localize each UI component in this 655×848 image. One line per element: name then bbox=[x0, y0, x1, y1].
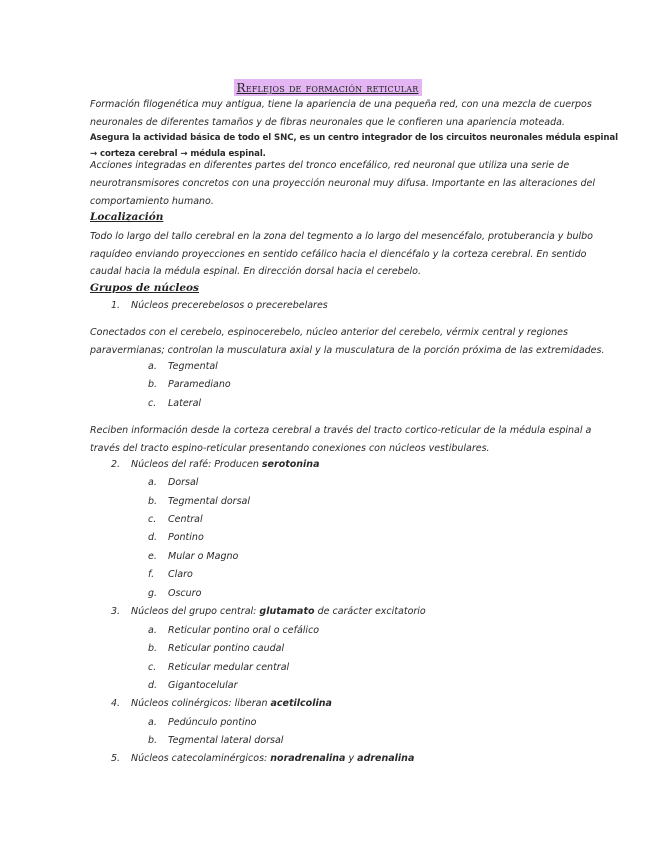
list-item: Tegmental lateral dorsal bbox=[168, 735, 284, 746]
intro-line-5: comportamiento humano. bbox=[90, 196, 214, 207]
list-item: Lateral bbox=[168, 398, 202, 409]
intro-bold-1: Asegura la actividad básica de todo el SNC, es un centro integrador de los circuitos neuronales médula espinal bbox=[90, 133, 618, 143]
list-letter: e. bbox=[148, 551, 157, 562]
group-2-number: 2. bbox=[111, 459, 121, 470]
list-item: Mular o Magno bbox=[168, 551, 239, 562]
group-1-after-1: Reciben información desde la corteza cerebral a través del tracto cortico-reticular de la médula espinal a bbox=[90, 425, 592, 436]
list-item: Tegmental dorsal bbox=[168, 496, 250, 507]
list-letter: d. bbox=[148, 532, 158, 543]
group-1-desc-2: paravermianas; controlan la musculatura axial y la musculatura de la porción próxima de las extremidades. bbox=[90, 345, 605, 356]
list-item: Central bbox=[168, 514, 203, 525]
localizacion-line-3: caudal hacia la médula espinal. En dirección dorsal hacia el cerebelo. bbox=[90, 266, 422, 277]
intro-bold-2: → corteza cerebral → médula espinal. bbox=[90, 149, 266, 159]
document-title: Reflejos de formación reticular bbox=[234, 79, 422, 96]
group-5-highlight-1: noradrenalina bbox=[270, 753, 346, 764]
localizacion-line-1: Todo lo largo del tallo cerebral en la zona del tegmento a lo largo del mesencéfalo, protuberancia y bulbo bbox=[90, 231, 593, 242]
list-letter: c. bbox=[148, 662, 157, 673]
list-letter: a. bbox=[148, 361, 157, 372]
group-3-label: Núcleos del grupo central: bbox=[131, 606, 257, 617]
list-item: Reticular pontino caudal bbox=[168, 643, 285, 654]
list-item: Gigantocelular bbox=[168, 680, 238, 691]
localizacion-heading: Localización bbox=[90, 211, 164, 223]
group-5-label: Núcleos catecolaminérgicos: bbox=[131, 753, 268, 764]
list-letter: b. bbox=[148, 735, 158, 746]
list-letter: d. bbox=[148, 680, 158, 691]
list-letter: c. bbox=[148, 398, 157, 409]
grupos-heading: Grupos de núcleos bbox=[90, 282, 199, 294]
localizacion-line-2: raquídeo enviando proyecciones en sentido cefálico hacia el diencéfalo y la corteza cerebral. En sentido bbox=[90, 249, 587, 260]
list-item: Pedúnculo pontino bbox=[168, 717, 257, 728]
group-2-line bbox=[131, 459, 319, 470]
group-1-label: Núcleos precerebelosos o precerebelares bbox=[131, 300, 328, 311]
group-5-highlight-2: adrenalina bbox=[357, 753, 415, 764]
group-1-after-2: través del tracto espino-reticular presentando conexiones con núcleos vestibulares. bbox=[90, 443, 490, 454]
intro-line-1: Formación filogenética muy antigua, tiene la apariencia de una pequeña red, con una mezcla de cuerpos bbox=[90, 99, 592, 110]
list-letter: a. bbox=[148, 625, 157, 636]
list-item: Dorsal bbox=[168, 477, 199, 488]
list-letter: f. bbox=[148, 569, 155, 580]
title-wrapper bbox=[0, 77, 655, 96]
group-3-suffix: de carácter excitatorio bbox=[317, 606, 426, 617]
group-5-conjunction: y bbox=[348, 753, 355, 764]
group-5-number: 5. bbox=[111, 753, 121, 764]
list-letter: c. bbox=[148, 514, 157, 525]
list-letter: a. bbox=[148, 717, 157, 728]
intro-line-4: neurotransmisores concretos con una proyección neuronal muy difusa. Importante en las alteraciones del bbox=[90, 178, 595, 189]
list-item: Oscuro bbox=[168, 588, 202, 599]
list-letter: b. bbox=[148, 643, 158, 654]
list-letter: g. bbox=[148, 588, 158, 599]
group-5-line bbox=[131, 753, 414, 764]
group-4-highlight: acetilcolina bbox=[270, 698, 332, 709]
group-1-number: 1. bbox=[111, 300, 121, 311]
list-item: Reticular medular central bbox=[168, 662, 290, 673]
group-3-highlight: glutamato bbox=[259, 606, 315, 617]
list-item: Pontino bbox=[168, 532, 204, 543]
list-letter: b. bbox=[148, 379, 158, 390]
group-2-label: Núcleos del rafé: Producen bbox=[131, 459, 259, 470]
list-letter: a. bbox=[148, 477, 157, 488]
group-4-label: Núcleos colinérgicos: liberan bbox=[131, 698, 268, 709]
group-3-number: 3. bbox=[111, 606, 121, 617]
group-4-number: 4. bbox=[111, 698, 121, 709]
list-item: Reticular pontino oral o cefálico bbox=[168, 625, 320, 636]
list-item: Claro bbox=[168, 569, 193, 580]
list-letter: b. bbox=[148, 496, 158, 507]
list-item: Tegmental bbox=[168, 361, 218, 372]
intro-line-3: Acciones integradas en diferentes partes del tronco encefálico, red neuronal que utiliza una serie de bbox=[90, 160, 570, 171]
group-2-highlight: serotonina bbox=[261, 459, 320, 470]
group-3-line bbox=[131, 606, 426, 617]
intro-line-2: neuronales de diferentes tamaños y de fibras neuronales que le confieren una apariencia moteada. bbox=[90, 117, 565, 128]
list-item: Paramediano bbox=[168, 379, 231, 390]
group-4-line bbox=[131, 698, 332, 709]
group-1-desc-1: Conectados con el cerebelo, espinocerebelo, núcleo anterior del cerebelo, vérmix central y regiones bbox=[90, 327, 568, 338]
